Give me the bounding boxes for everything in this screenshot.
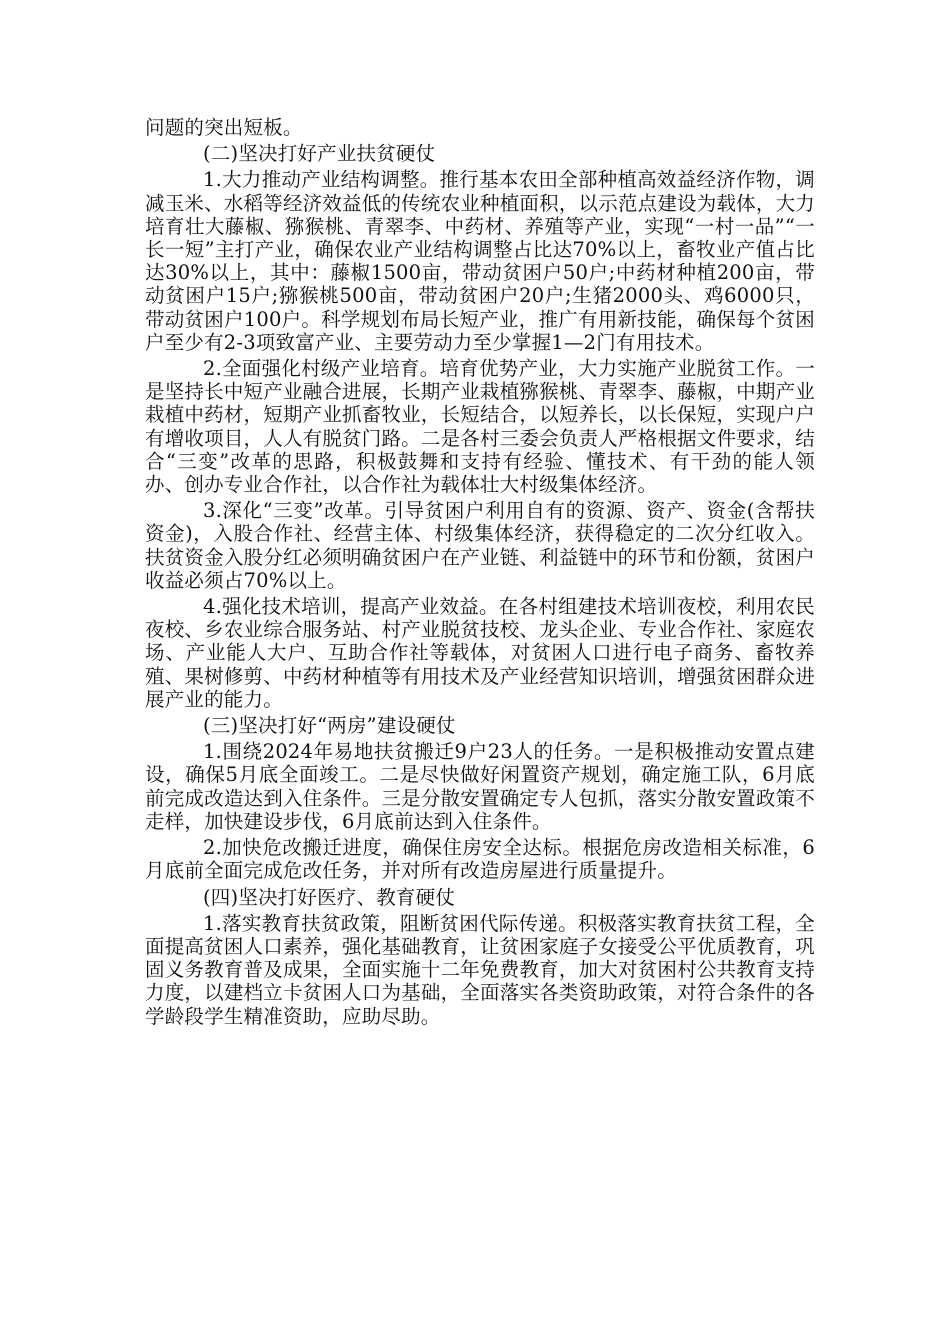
paragraph-village-industry: 2.全面强化村级产业培育。培育优势产业，大力实施产业脱贫工作。一是坚持长中短产业融合进展，长期产业栽植猕猴桃、青翠李、藤椒，中期产业栽植中药材，短期产业抓畜牧业，长短结合，以短养长，以长保短，实现户户有增收项目，人人有脱贫门路。二是各村三委会负责人严格根据文件要求，结合“三变”改革的思路，积极鼓舞和支持有经验、懂技术、有干劲的能人领办、创办专业合作社，以合作社为载体壮大村级集体经济。	[145, 357, 815, 497]
paragraph-continuation: 问题的突出短板。	[145, 116, 303, 139]
paragraph-three-changes: 3.深化“三变”改革。引导贫困户利用自有的资源、资产、资金(含帮扶资金)，入股合作社、经营主体、村级集体经济，获得稳定的二次分红收入。扶贫资金入股分红必须明确贫困户在产业链、利益链中的环节和份额，贫困户收益必须占70%以上。	[145, 499, 815, 592]
section-heading-medical-education: (四)坚决打好医疗、教育硬仗	[203, 885, 456, 909]
document-body	[145, 116, 815, 1031]
paragraph-dangerous-housing: 2.加快危改搬迁进度，确保住房安全达标。根据危房改造相关标准，6月底前全面完成危改任务，并对所有改造房屋进行质量提升。	[145, 836, 815, 883]
section-heading-industry: (二)坚决打好产业扶贫硬仗	[203, 142, 436, 166]
paragraph-technical-training: 4.强化技术培训，提高产业效益。在各村组建技术培训夜校，利用农民夜校、乡农业综合服务站、村产业脱贫技校、龙头企业、专业合作社、家庭农场、产业能人大户、互助合作社等载体，对贫困人口进行电子商务、畜牧养殖、果树修剪、中药材种植等有用技术及产业经营知识培训，增强贫困群众进展产业的能力。	[145, 595, 815, 711]
section-heading-housing: (三)坚决打好“两房”建设硬仗	[203, 714, 456, 738]
paragraph-relocation: 1.围绕2024年易地扶贫搬迁9户23人的任务。一是积极推动安置点建设，确保5月底全面竣工。二是尽快做好闲置资产规划，确定施工队，6月底前完成改造达到入住条件。三是分散安置确定专人包抓，落实分散安置政策不走样，加快建设步伐，6月底前达到入住条件。	[145, 740, 815, 833]
paragraph-industry-structure: 1.大力推动产业结构调整。推行基本农田全部种植高效益经济作物，调减玉米、水稻等经济效益低的传统农业种植面积，以示范点建设为载体，大力培育壮大藤椒、猕猴桃、青翠李、中药材、养殖等产业，实现“一村一品”“一长一短”主打产业，确保农业产业结构调整占比达70%以上，畜牧业产值占比达30%以上，其中：藤椒1500亩，带动贫困户50户;中药材种植200亩，带动贫困户15户;猕猴桃500亩，带动贫困户20户;生猪2000头、鸡6000只，带动贫困户100户。科学规划布局长短产业，推广有用新技能，确保每个贫困户至少有2-3项致富产业、主要劳动力至少掌握1—2门有用技术。	[145, 168, 815, 354]
paragraph-education-policy: 1.落实教育扶贫政策，阻断贫困代际传递。积极落实教育扶贫工程，全面提高贫困人口素养，强化基础教育，让贫困家庭子女接受公平优质教育，巩固义务教育普及成果，全面实施十二年免费教育，加大对贫困村公共教育支持力度，以建档立卡贫困人口为基础，全面落实各类资助政策，对符合条件的各学龄段学生精准资助，应助尽助。	[145, 911, 815, 1028]
